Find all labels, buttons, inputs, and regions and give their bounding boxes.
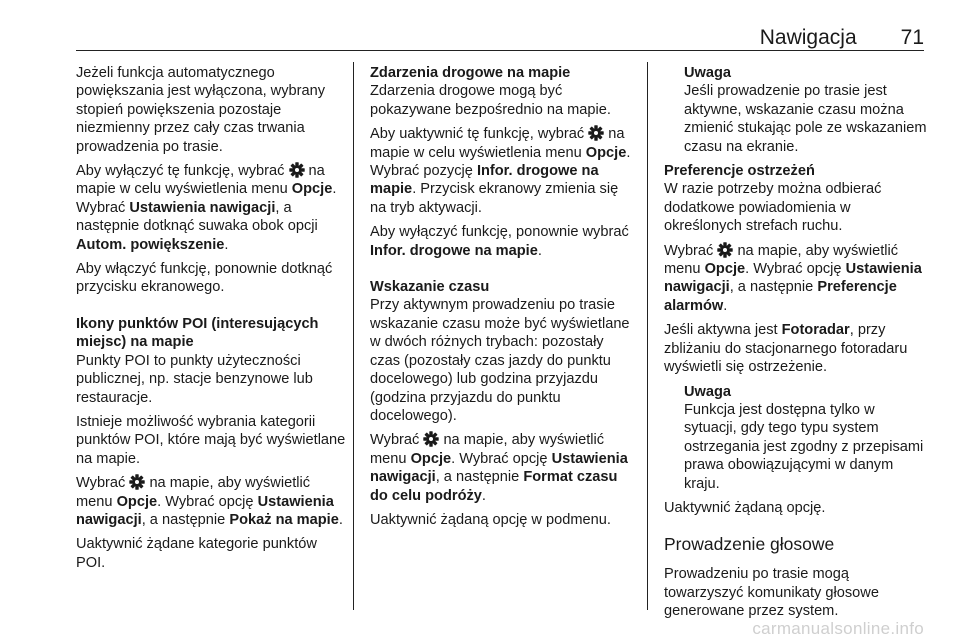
text: , a następnie dotknąć suwaka obok opcji bbox=[76, 199, 318, 235]
text: , a następnie bbox=[435, 469, 524, 486]
text: , przy zbliżaniu do stacjonarnego fotoradaru wyświetli się ostrzeżenie. bbox=[664, 322, 908, 376]
menu-term: Infor. drogowe na mapie bbox=[370, 163, 599, 198]
text: na mapie, aby wyświetlić menu bbox=[370, 432, 605, 467]
menu-term: Preferencje alarmów bbox=[664, 279, 897, 314]
section-heading: Preferencje ostrzeżeń bbox=[664, 163, 815, 180]
gear-icon bbox=[588, 125, 604, 141]
note-box bbox=[664, 64, 928, 156]
text: Aby wyłączyć funkcję, ponownie wybrać bbox=[370, 224, 629, 241]
text: Aby uaktywnić tę funkcję, wybrać bbox=[370, 126, 589, 143]
paragraph: Uaktywnić żądaną opcję w podmenu. bbox=[370, 511, 611, 528]
chapter-heading: Prowadzenie głosowe bbox=[664, 534, 835, 555]
text: . bbox=[723, 297, 728, 314]
text: na mapie, aby wyświetlić menu bbox=[76, 475, 311, 510]
paragraph bbox=[664, 242, 928, 316]
paragraph: W razie potrzeby można odbierać dodatkowe powiadomienia w określonych strefach ruchu. bbox=[664, 181, 882, 235]
note-box bbox=[664, 383, 928, 493]
column-divider-1 bbox=[353, 62, 354, 610]
menu-term: Ustawienia nawigacji bbox=[664, 261, 922, 296]
note-title: Uwaga bbox=[684, 65, 732, 81]
paragraph: Przy aktywnym prowadzeniu po trasie wskazanie czasu może być wyświetlane w dwóch różnych trybach: pozostały czas (pozostały czas jazdy do punktu docelowego) lub godzina przyjazdu (godzina przyjazdu do punktu docelowego). bbox=[370, 297, 630, 424]
menu-term: Autom. powiększenie bbox=[76, 236, 225, 253]
paragraph: Zdarzenia drogowe mogą być pokazywane bezpośrednio na mapie. bbox=[370, 83, 611, 118]
text: , a następnie bbox=[729, 279, 818, 296]
menu-term: Pokaż na mapie bbox=[229, 511, 339, 528]
note-text: Funkcja jest dostępna tylko w sytuacji, gdy tego typu system ostrzegania jest zgodny z przepisami prawa obowiązującymi w danym kraju. bbox=[684, 401, 924, 492]
text: . Wybrać opcję bbox=[157, 493, 258, 510]
menu-term: Ustawienia nawigacji bbox=[76, 493, 334, 528]
text: , a następnie bbox=[141, 511, 230, 528]
text: Jeśli aktywna jest bbox=[664, 322, 782, 339]
column-3 bbox=[664, 64, 928, 627]
text: . Przycisk ekranowy zmienia się na tryb aktywacji. bbox=[370, 181, 619, 216]
text: . bbox=[537, 242, 542, 259]
text: Wybrać bbox=[370, 432, 424, 449]
column-2 bbox=[370, 64, 636, 535]
text: Wybrać bbox=[76, 475, 130, 492]
paragraph: Uaktywnić żądaną opcję. bbox=[664, 499, 826, 516]
menu-term: Opcje bbox=[116, 493, 158, 510]
menu-term: Fotoradar bbox=[781, 322, 850, 339]
text: . Wybrać opcję bbox=[451, 450, 552, 467]
watermark: carmanualsonline.info bbox=[752, 619, 924, 638]
menu-term: Ustawienia nawigacji bbox=[370, 450, 628, 486]
paragraph bbox=[76, 474, 346, 529]
paragraph: Uaktywnić żądane kategorie punktów POI. bbox=[76, 536, 317, 571]
page-number: 71 bbox=[900, 26, 924, 49]
column-1 bbox=[76, 64, 346, 578]
gear-icon bbox=[423, 431, 439, 447]
gear-icon bbox=[129, 474, 145, 490]
column-divider-2 bbox=[647, 62, 648, 610]
paragraph: Prowadzeniu po trasie mogą towarzyszyć komunikaty głosowe generowane przez system. bbox=[664, 566, 879, 620]
header-rule bbox=[76, 50, 924, 51]
menu-term: Opcje bbox=[291, 181, 333, 198]
gear-icon bbox=[289, 162, 305, 178]
text: . bbox=[338, 511, 343, 528]
section-heading: Wskazanie czasu bbox=[370, 279, 490, 296]
menu-term: Opcje bbox=[704, 261, 746, 278]
menu-term: Format czasu do celu podróży bbox=[370, 469, 618, 504]
paragraph bbox=[370, 223, 636, 260]
menu-term: Opcje bbox=[410, 450, 452, 467]
gear-icon bbox=[717, 242, 733, 258]
paragraph: Istnieje możliwość wybrania kategorii punktów POI, które mają być wyświetlane na mapie. bbox=[76, 413, 346, 467]
paragraph bbox=[370, 431, 636, 505]
section-heading: Ikony punktów POI (interesujących miejsc) na mapie bbox=[76, 315, 319, 351]
text: na mapie, aby wyświetlić menu bbox=[664, 242, 899, 278]
text: . bbox=[224, 236, 229, 253]
note-text: Jeśli prowadzenie po trasie jest aktywne, wskazanie czasu można zmienić stukając pole ze wskazaniem czasu na ekranie. bbox=[684, 83, 927, 155]
text: . Wybrać opcję bbox=[745, 261, 846, 278]
text: na mapie w celu wyświetlenia menu bbox=[370, 126, 625, 161]
paragraph bbox=[370, 125, 636, 217]
paragraph bbox=[76, 162, 346, 254]
menu-term: Opcje bbox=[585, 144, 627, 161]
paragraph: Punkty POI to punkty użyteczności publicznej, np. stacje benzynowe lub restauracje. bbox=[76, 352, 313, 406]
section-title: Nawigacja bbox=[759, 26, 857, 49]
text: Wybrać bbox=[664, 242, 718, 259]
menu-term: Infor. drogowe na mapie bbox=[370, 242, 538, 259]
text: . Wybrać pozycję bbox=[370, 144, 631, 180]
paragraph bbox=[664, 321, 928, 376]
text: na mapie w celu wyświetlenia menu bbox=[76, 163, 325, 198]
text: . bbox=[481, 487, 486, 504]
text: Aby wyłączyć tę funkcję, wybrać bbox=[76, 163, 289, 180]
paragraph: Aby włączyć funkcję, ponownie dotknąć przycisku ekranowego. bbox=[76, 261, 333, 296]
text: . Wybrać bbox=[76, 181, 337, 216]
section-heading: Zdarzenia drogowe na mapie bbox=[370, 65, 571, 81]
paragraph: Jeżeli funkcja automatycznego powiększania jest wyłączona, wybrany stopień powiększenia pozostaje niezmienny przez cały czas trwania prowadzenia po trasie. bbox=[76, 65, 326, 155]
note-title: Uwaga bbox=[684, 383, 732, 400]
menu-term: Ustawienia nawigacji bbox=[129, 199, 276, 216]
